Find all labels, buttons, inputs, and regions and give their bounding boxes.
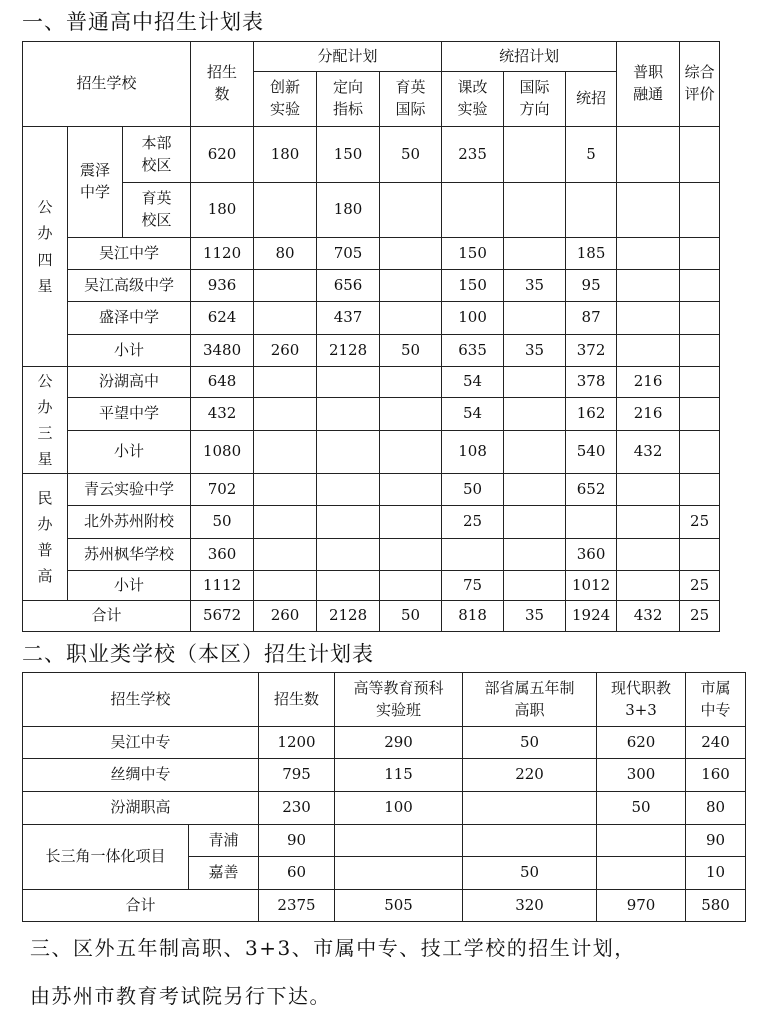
cell: 240 — [686, 727, 746, 759]
cell — [380, 270, 442, 302]
cell — [504, 474, 566, 506]
cell — [504, 183, 566, 238]
cell: 50 — [597, 792, 686, 825]
cell: 150 — [442, 238, 504, 270]
header-zonghe: 综合 评价 — [680, 42, 720, 127]
cell: 818 — [442, 601, 504, 632]
header-puzhi: 普职 融通 — [617, 42, 680, 127]
cell: 95 — [566, 270, 617, 302]
cell: 505 — [335, 890, 463, 922]
cell — [617, 335, 680, 367]
vocational-enrollment-table — [22, 672, 746, 922]
cell — [504, 571, 566, 601]
cell: 432 — [617, 601, 680, 632]
cell — [254, 398, 317, 431]
cell — [617, 474, 680, 506]
cell: 620 — [191, 127, 254, 183]
cell: 1200 — [259, 727, 335, 759]
footer-line-1: 三、区外五年制高职、3+3、市属中专、技工学校的招生计划， — [30, 936, 636, 960]
header-dingxiang: 定向 指标 — [317, 72, 380, 127]
cell — [680, 238, 720, 270]
cell — [680, 270, 720, 302]
school-name: 盛泽中学 — [68, 302, 191, 335]
cell — [680, 431, 720, 474]
cell — [566, 183, 617, 238]
cell: 185 — [566, 238, 617, 270]
group-label-2: 公 办 三 星 — [23, 367, 68, 474]
cell — [442, 183, 504, 238]
cell — [254, 571, 317, 601]
cell: 25 — [680, 571, 720, 601]
group-label-1: 公 办 四 星 — [23, 127, 68, 367]
cell: 180 — [191, 183, 254, 238]
cell: 108 — [442, 431, 504, 474]
cell — [617, 302, 680, 335]
cell — [380, 571, 442, 601]
cell — [317, 398, 380, 431]
cell: 90 — [259, 825, 335, 857]
cell: 624 — [191, 302, 254, 335]
cell — [617, 238, 680, 270]
cell: 220 — [463, 759, 597, 792]
cell: 150 — [442, 270, 504, 302]
cell: 432 — [617, 431, 680, 474]
cell: 5 — [566, 127, 617, 183]
school-name: 苏州枫华学校 — [68, 539, 191, 571]
cell: 54 — [442, 367, 504, 398]
cell: 10 — [686, 857, 746, 890]
footer-line-2: 由苏州市教育考试院另行下达。 — [30, 984, 331, 1008]
cell — [617, 127, 680, 183]
cell — [254, 474, 317, 506]
cell: 540 — [566, 431, 617, 474]
cell — [504, 302, 566, 335]
header-fenpei: 分配计划 — [254, 42, 442, 72]
cell: 160 — [686, 759, 746, 792]
school-name: 汾湖高中 — [68, 367, 191, 398]
cell: 25 — [680, 506, 720, 539]
cell — [617, 270, 680, 302]
cell: 50 — [463, 857, 597, 890]
cell — [617, 506, 680, 539]
cell — [380, 539, 442, 571]
header-school: 招生学校 — [23, 42, 191, 127]
cell — [317, 431, 380, 474]
cell — [597, 857, 686, 890]
section2-title: 二、职业类学校（本区）招生计划表 — [22, 642, 374, 666]
cell: 50 — [442, 474, 504, 506]
cell: 75 — [442, 571, 504, 601]
school-name: 吴江高级中学 — [68, 270, 191, 302]
high-school-enrollment-table — [22, 41, 720, 632]
cell: 360 — [191, 539, 254, 571]
cell — [317, 367, 380, 398]
cell: 260 — [254, 335, 317, 367]
header-yuying: 育英 国际 — [380, 72, 442, 127]
cell — [504, 398, 566, 431]
cell: 1120 — [191, 238, 254, 270]
cell — [504, 238, 566, 270]
cell: 180 — [254, 127, 317, 183]
t2-header-buxing: 部省属五年制 高职 — [463, 673, 597, 727]
cell — [680, 539, 720, 571]
cell — [617, 183, 680, 238]
cell: 3480 — [191, 335, 254, 367]
cell — [597, 825, 686, 857]
cell — [380, 398, 442, 431]
cell: 2375 — [259, 890, 335, 922]
cell: 2128 — [317, 601, 380, 632]
cell — [254, 270, 317, 302]
t2-sub-name: 青浦 — [189, 825, 259, 857]
cell — [680, 335, 720, 367]
t2-school-name: 汾湖职高 — [23, 792, 259, 825]
subtotal-label: 小计 — [68, 431, 191, 474]
cell: 50 — [380, 601, 442, 632]
cell: 25 — [680, 601, 720, 632]
cell — [442, 539, 504, 571]
cell: 216 — [617, 398, 680, 431]
cell: 1112 — [191, 571, 254, 601]
cell: 25 — [442, 506, 504, 539]
cell: 180 — [317, 183, 380, 238]
cell: 652 — [566, 474, 617, 506]
cell: 80 — [686, 792, 746, 825]
cell: 635 — [442, 335, 504, 367]
t2-header-enroll: 招生数 — [259, 673, 335, 727]
t2-header-shishu: 市属 中专 — [686, 673, 746, 727]
cell — [504, 367, 566, 398]
cell: 656 — [317, 270, 380, 302]
cell: 1080 — [191, 431, 254, 474]
cell — [380, 367, 442, 398]
cell: 290 — [335, 727, 463, 759]
cell: 90 — [686, 825, 746, 857]
cell — [617, 539, 680, 571]
cell: 100 — [335, 792, 463, 825]
cell — [680, 367, 720, 398]
cell — [380, 183, 442, 238]
cell — [504, 506, 566, 539]
cell — [680, 302, 720, 335]
cell: 50 — [463, 727, 597, 759]
header-tongzhao-sub: 统招 — [566, 72, 617, 127]
cell: 795 — [259, 759, 335, 792]
cell: 230 — [259, 792, 335, 825]
section1-title: 一、普通高中招生计划表 — [22, 10, 264, 34]
cell — [254, 539, 317, 571]
cell: 5672 — [191, 601, 254, 632]
cell: 372 — [566, 335, 617, 367]
cell — [380, 431, 442, 474]
cell: 1012 — [566, 571, 617, 601]
cell — [680, 127, 720, 183]
subtotal-label: 小计 — [68, 335, 191, 367]
cell: 54 — [442, 398, 504, 431]
cell — [504, 127, 566, 183]
header-tongzhao: 统招计划 — [442, 42, 617, 72]
cell: 87 — [566, 302, 617, 335]
cell: 620 — [597, 727, 686, 759]
cell — [254, 302, 317, 335]
cell: 2128 — [317, 335, 380, 367]
cell: 378 — [566, 367, 617, 398]
cell: 300 — [597, 759, 686, 792]
cell — [680, 183, 720, 238]
cell — [380, 238, 442, 270]
cell: 150 — [317, 127, 380, 183]
cell — [463, 792, 597, 825]
cell: 50 — [191, 506, 254, 539]
cell: 648 — [191, 367, 254, 398]
cell — [504, 539, 566, 571]
cell — [317, 539, 380, 571]
cell — [504, 431, 566, 474]
cell: 35 — [504, 601, 566, 632]
cell — [254, 183, 317, 238]
cell: 100 — [442, 302, 504, 335]
school-name: 平望中学 — [68, 398, 191, 431]
cell — [680, 474, 720, 506]
header-enroll: 招生 数 — [191, 42, 254, 127]
cell: 216 — [617, 367, 680, 398]
header-chuangxin: 创新 实验 — [254, 72, 317, 127]
school-name: 青云实验中学 — [68, 474, 191, 506]
cell: 50 — [380, 335, 442, 367]
cell: 580 — [686, 890, 746, 922]
t2-header-xiandai: 现代职教 3+3 — [597, 673, 686, 727]
cell — [680, 398, 720, 431]
zhenze-label: 震泽 中学 — [68, 127, 123, 238]
cell: 360 — [566, 539, 617, 571]
cell: 260 — [254, 601, 317, 632]
cell: 162 — [566, 398, 617, 431]
school-name: 北外苏州附校 — [68, 506, 191, 539]
cell: 705 — [317, 238, 380, 270]
cell — [254, 431, 317, 474]
cell: 60 — [259, 857, 335, 890]
subtotal-label: 小计 — [68, 571, 191, 601]
cell — [380, 302, 442, 335]
header-guoji: 国际 方向 — [504, 72, 566, 127]
cell — [317, 571, 380, 601]
campus-benbu: 本部 校区 — [123, 127, 191, 183]
cell: 35 — [504, 335, 566, 367]
cell: 702 — [191, 474, 254, 506]
yangtze-project-label: 长三角一体化项目 — [23, 825, 189, 890]
cell: 235 — [442, 127, 504, 183]
cell: 1924 — [566, 601, 617, 632]
cell — [335, 825, 463, 857]
group-label-3: 民 办 普 高 — [23, 474, 68, 601]
cell: 970 — [597, 890, 686, 922]
cell: 320 — [463, 890, 597, 922]
t2-total-label: 合计 — [23, 890, 259, 922]
cell: 115 — [335, 759, 463, 792]
cell — [380, 474, 442, 506]
cell: 437 — [317, 302, 380, 335]
cell — [380, 506, 442, 539]
header-kegai: 课改 实验 — [442, 72, 504, 127]
cell: 432 — [191, 398, 254, 431]
t2-school-name: 丝绸中专 — [23, 759, 259, 792]
cell: 936 — [191, 270, 254, 302]
cell: 80 — [254, 238, 317, 270]
t2-school-name: 吴江中专 — [23, 727, 259, 759]
cell — [317, 506, 380, 539]
campus-yuying: 育英 校区 — [123, 183, 191, 238]
cell — [254, 506, 317, 539]
cell: 50 — [380, 127, 442, 183]
t2-header-gaodeng: 高等教育预科 实验班 — [335, 673, 463, 727]
total-label: 合计 — [23, 601, 191, 632]
t2-sub-name: 嘉善 — [189, 857, 259, 890]
cell — [317, 474, 380, 506]
cell — [566, 506, 617, 539]
cell — [335, 857, 463, 890]
school-name: 吴江中学 — [68, 238, 191, 270]
t2-header-school: 招生学校 — [23, 673, 259, 727]
cell: 35 — [504, 270, 566, 302]
cell — [254, 367, 317, 398]
cell — [463, 825, 597, 857]
cell — [617, 571, 680, 601]
